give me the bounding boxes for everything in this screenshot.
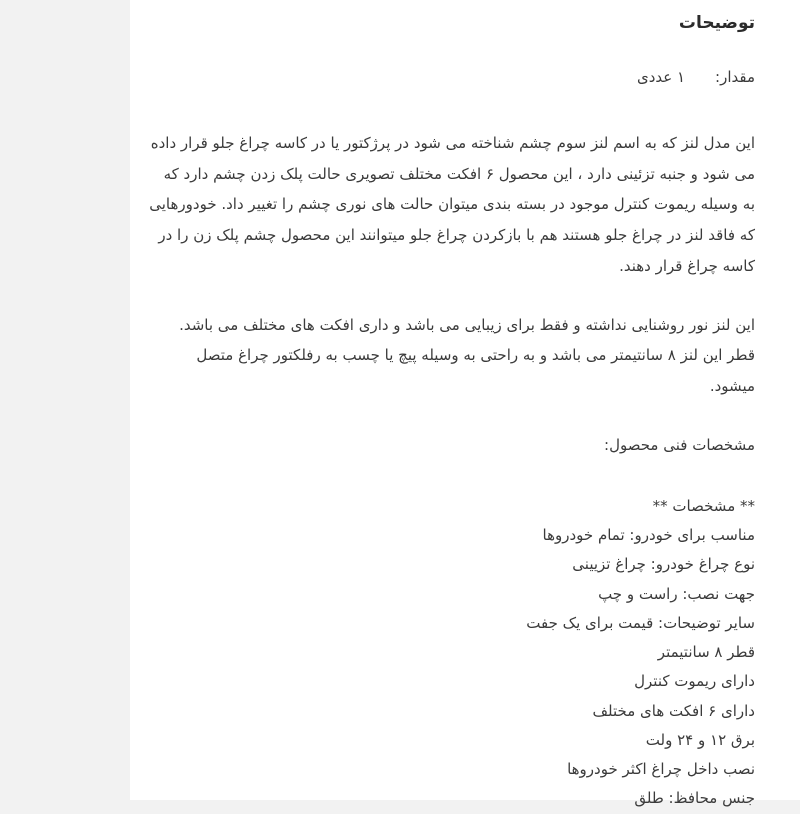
specs-list [148, 492, 755, 814]
quantity-row [148, 68, 755, 86]
list-item: دارای ۶ افکت های مختلف [592, 701, 755, 720]
list-item: برق ۱۲ و ۲۴ ولت [645, 730, 755, 749]
page-title: توضیحات [678, 13, 755, 33]
list-item: نوع چراغ خودرو: چراغ تزیینی [572, 555, 755, 574]
list-item: سایر توضیحات: قیمت برای یک جفت [526, 613, 755, 632]
description-paragraph-2: این لنز نور روشنایی نداشته و فقط برای زیبایی می باشد و داری افکت های مختلف می باشد. قطر این لنز ۸ سانتیمتر می باشد و به راحتی به وسیله پیچ یا چسب به رفلکتور چراغ متصل میشود. [179, 315, 755, 396]
description-paragraph-1: این مدل لنز که به اسم لنز سوم چشم شناخته می شود در پرژکتور یا در کاسه چراغ جلو قرار داده می شود و جنبه تزئینی دارد ، این محصول ۶ افکت مختلف تصویری حالت پلک زدن چشم دارد که به وسیله ریموت کنترل موجود در بسته بندی میتوان حالت های نوری چشم را تغییر داد. خودورهایی که فاقد لنز در چراغ جلو هستند هم با بازکردن چراغ جلو میتوانند این محصول چشم پلک زن را در کاسه چراغ قرار دهند. [149, 133, 755, 275]
quantity-value: ۱ عددی [636, 67, 686, 86]
list-item: مناسب برای خودرو: تمام خودروها [542, 526, 755, 545]
list-item: دارای ریموت کنترل [634, 672, 755, 691]
list-item: نصب داخل چراغ اکثر خودروها [567, 760, 755, 779]
list-item: قطر ۸ سانتیمتر [657, 643, 755, 662]
page-left-gutter [0, 0, 130, 800]
description-content [130, 0, 800, 808]
list-item: ** مشخصات ** [652, 496, 755, 515]
list-item: جهت نصب: راست و چپ [598, 584, 755, 603]
list-item: جنس محافظ: طلق [634, 789, 755, 808]
quantity-label: مقدار: [715, 67, 755, 86]
specs-heading: مشخصات فنی محصول: [604, 435, 755, 454]
